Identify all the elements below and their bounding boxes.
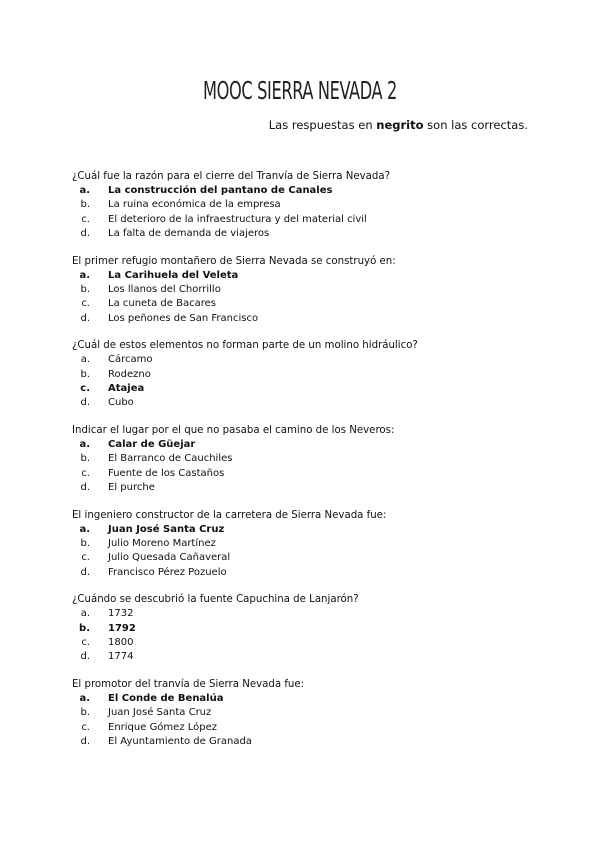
option-text: La construcción del pantano de Canales bbox=[108, 185, 333, 196]
option-item bbox=[72, 551, 542, 565]
option-text: 1732 bbox=[108, 608, 134, 620]
option-list bbox=[72, 184, 542, 241]
option-letter: a. bbox=[79, 523, 90, 535]
option-letter: b. bbox=[80, 199, 90, 211]
option-item bbox=[72, 382, 542, 396]
option-item bbox=[72, 607, 542, 621]
option-letter: c. bbox=[81, 552, 90, 564]
option-text: Francisco Pérez Pozuelo bbox=[108, 566, 227, 578]
option-text: Julio Moreno Martínez bbox=[108, 538, 216, 550]
note-text-before: Las respuestas en bbox=[268, 118, 377, 132]
option-letter: a. bbox=[79, 185, 90, 196]
option-letter: b. bbox=[80, 453, 90, 465]
question-6 bbox=[72, 593, 542, 664]
option-item bbox=[72, 622, 542, 636]
question-text: Indicar el lugar por el que no pasaba el camino de los Neveros: bbox=[72, 425, 395, 437]
question-text: El primer refugio montañero de Sierra Nevada se construyó en: bbox=[72, 255, 396, 267]
option-letter: d. bbox=[80, 481, 90, 493]
question-5 bbox=[72, 509, 542, 580]
option-letter: b. bbox=[80, 368, 90, 380]
option-item bbox=[72, 396, 542, 410]
option-item bbox=[72, 692, 542, 706]
option-item bbox=[72, 452, 542, 466]
option-text: Los peñones de San Francisco bbox=[108, 312, 259, 324]
option-list bbox=[72, 353, 542, 410]
option-letter: d. bbox=[80, 227, 90, 239]
option-text: La falta de demanda de viajeros bbox=[108, 227, 270, 239]
option-text: El purche bbox=[108, 481, 155, 493]
question-text: ¿Cuál fue la razón para el cierre del Tranvía de Sierra Nevada? bbox=[72, 171, 390, 182]
option-item bbox=[72, 198, 542, 212]
option-item bbox=[72, 269, 542, 283]
option-list bbox=[72, 269, 542, 326]
option-list bbox=[72, 692, 542, 749]
option-text: Juan José Santa Cruz bbox=[108, 707, 212, 719]
option-letter: b. bbox=[79, 622, 90, 634]
option-text: El Ayuntamiento de Granada bbox=[108, 736, 252, 748]
question-7 bbox=[72, 678, 542, 749]
option-item bbox=[72, 481, 542, 495]
option-letter: a. bbox=[79, 693, 90, 705]
option-letter: c. bbox=[81, 467, 90, 479]
option-letter: c. bbox=[80, 382, 90, 394]
note-text-after: son las correctas. bbox=[423, 118, 528, 132]
option-item bbox=[72, 523, 542, 537]
option-text: Cubo bbox=[108, 397, 134, 409]
option-text: Calar de Güejar bbox=[108, 439, 196, 451]
question-4 bbox=[72, 424, 542, 495]
option-text: Rodezno bbox=[108, 368, 151, 380]
answer-key-note bbox=[269, 118, 528, 132]
option-item bbox=[72, 636, 542, 650]
option-letter: d. bbox=[80, 651, 90, 663]
option-letter: c. bbox=[81, 298, 90, 310]
option-letter: a. bbox=[80, 608, 90, 620]
option-text: El Barranco de Cauchiles bbox=[108, 453, 233, 465]
option-item bbox=[72, 297, 542, 311]
option-item bbox=[72, 283, 542, 297]
option-item bbox=[72, 706, 542, 720]
note-bold-word: negrito bbox=[376, 118, 424, 132]
option-letter: c. bbox=[81, 637, 90, 649]
question-3 bbox=[72, 339, 542, 410]
quiz-list bbox=[72, 170, 542, 763]
option-item bbox=[72, 368, 542, 382]
option-text: Fuente de los Castaños bbox=[108, 467, 225, 479]
question-text: El ingeniero constructor de la carretera de Sierra Nevada fue: bbox=[72, 509, 387, 521]
option-letter: a. bbox=[80, 354, 90, 366]
option-text: La cuneta de Bacares bbox=[108, 298, 216, 310]
option-letter: d. bbox=[80, 397, 90, 409]
option-text: 1792 bbox=[108, 622, 136, 634]
option-letter: b. bbox=[80, 707, 90, 719]
question-text: ¿Cuándo se descubrió la fuente Capuchina de Lanjarón? bbox=[72, 594, 359, 606]
option-letter: b. bbox=[80, 538, 90, 550]
option-text: El Conde de Benalúa bbox=[108, 693, 224, 705]
option-text: Enrique Gómez López bbox=[108, 721, 218, 733]
option-list bbox=[72, 438, 542, 495]
option-text: 1800 bbox=[108, 637, 134, 649]
option-letter: a. bbox=[79, 269, 90, 281]
option-letter: b. bbox=[80, 283, 90, 295]
option-item bbox=[72, 312, 542, 326]
option-text: Juan José Santa Cruz bbox=[108, 523, 225, 535]
option-list bbox=[72, 523, 542, 580]
option-text: Los llanos del Chorrillo bbox=[108, 283, 221, 295]
option-letter: d. bbox=[80, 736, 90, 748]
option-item bbox=[72, 735, 542, 749]
option-list bbox=[72, 607, 542, 664]
option-letter: c. bbox=[81, 721, 90, 733]
option-item bbox=[72, 213, 542, 227]
option-letter: d. bbox=[80, 312, 90, 324]
page-title: MOOC SIERRA NEVADA 2 bbox=[202, 76, 397, 105]
option-text: Atajea bbox=[108, 382, 145, 394]
question-text: El promotor del tranvía de Sierra Nevada fue: bbox=[72, 679, 305, 691]
option-item bbox=[72, 721, 542, 735]
option-letter: c. bbox=[81, 213, 90, 225]
option-item bbox=[72, 184, 542, 198]
option-text: 1774 bbox=[108, 651, 134, 663]
option-item bbox=[72, 438, 542, 452]
question-2 bbox=[72, 255, 542, 326]
option-item bbox=[72, 650, 542, 664]
option-text: La Carihuela del Veleta bbox=[108, 269, 239, 281]
option-text: El deterioro de la infraestructura y del material civil bbox=[108, 213, 367, 225]
option-letter: a. bbox=[79, 439, 90, 451]
option-text: Cárcamo bbox=[108, 354, 153, 366]
option-item bbox=[72, 467, 542, 481]
option-item bbox=[72, 566, 542, 580]
option-text: La ruina económica de la empresa bbox=[108, 199, 281, 211]
option-item bbox=[72, 353, 542, 367]
question-1 bbox=[72, 170, 542, 241]
option-letter: d. bbox=[80, 566, 90, 578]
question-text: ¿Cuál de estos elementos no forman parte de un molino hidráulico? bbox=[72, 340, 418, 352]
option-item bbox=[72, 227, 542, 241]
option-item bbox=[72, 537, 542, 551]
option-text: Julio Quesada Cañaveral bbox=[108, 552, 231, 564]
